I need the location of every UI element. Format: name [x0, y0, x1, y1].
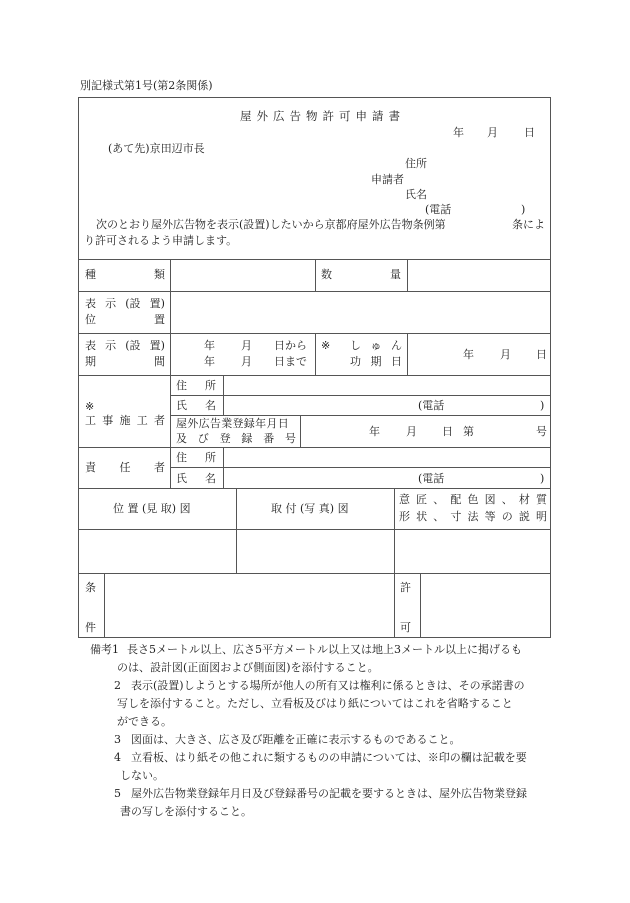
label-char: 日: [391, 355, 402, 368]
registration-label-line1: 屋外広告業登録年月日: [176, 417, 289, 430]
label-char: 及: [176, 432, 187, 445]
notes-prefix: 備考1: [90, 643, 119, 656]
label-char: 意: [399, 493, 410, 506]
grid-line: [420, 573, 421, 638]
completion-date-year: 年: [463, 348, 474, 361]
completion-date-label-line1: [350, 340, 402, 351]
conditions-label-top: 条: [85, 581, 96, 594]
header-date-day: 日: [524, 126, 535, 139]
contractor-phone-close: ): [540, 399, 545, 412]
note-4-line2: しない。: [120, 769, 164, 782]
kind-label-char: 種: [85, 268, 96, 281]
completion-date-month: 月: [500, 348, 511, 361]
label-char: 置): [149, 297, 165, 310]
applicant-label: 申請者: [371, 173, 404, 186]
manager-name-input[interactable]: [225, 469, 549, 487]
display-period-label-line1: [85, 340, 165, 351]
grid-line: [170, 259, 171, 488]
grid-line: [78, 447, 551, 448]
registration-number-suffix: 号: [536, 425, 547, 438]
grid-line: [300, 415, 301, 447]
label-char: 録: [241, 432, 253, 445]
location-map-header: 位 置 (見 取) 図: [113, 502, 191, 515]
label-char: 匠: [416, 493, 428, 506]
label-char: 明: [536, 510, 547, 523]
quantity-label-char: 数: [321, 268, 332, 281]
label-char: し: [350, 339, 361, 352]
label-char: 所: [205, 379, 216, 392]
label-char: 表: [85, 339, 96, 352]
applicant-phone-close: ): [521, 203, 526, 216]
contractor-note-mark: ※: [85, 400, 95, 413]
form-number-label: 別記様式第1号(第2条関係): [80, 79, 213, 92]
permit-area[interactable]: [422, 575, 549, 637]
note-4-line1: 立看板、はり紙その他これに類するものの申請については、※印の欄は記載を要: [131, 751, 527, 764]
label-char: ん: [391, 339, 402, 352]
design-description-header-line2: [399, 511, 547, 522]
period-from-day: 日から: [274, 339, 307, 352]
label-char: 名: [205, 472, 216, 485]
period-to-day: 日まで: [274, 355, 307, 368]
note-1-line2: のは、設計図(正面図および側面図)を添付すること。: [117, 661, 379, 674]
label-char: 者: [154, 461, 165, 474]
label-char: 氏: [176, 472, 187, 485]
completion-date-label-line2: [350, 356, 402, 367]
label-char: 質: [536, 493, 547, 506]
manager-address-input[interactable]: [225, 449, 549, 466]
design-description-area[interactable]: [396, 531, 549, 572]
note-2-line1: 表示(設置)しようとする場所が他人の所有又は権利に係るときは、その承諾書の: [131, 679, 525, 692]
completion-note-mark: ※: [321, 339, 331, 352]
label-char: 工: [85, 414, 96, 427]
header-date-month: 月: [487, 126, 498, 139]
photo-map-header: 取 付 (写 真) 図: [271, 502, 349, 515]
label-char: び: [197, 432, 209, 445]
label-char: 、: [501, 493, 513, 506]
contractor-address-input[interactable]: [225, 377, 549, 394]
applicant-name-label: 氏名: [405, 188, 427, 201]
permit-label-top: 許: [400, 581, 411, 594]
period-to-year: 年: [204, 355, 215, 368]
location-map-area[interactable]: [80, 531, 235, 572]
kind-input[interactable]: [172, 261, 314, 290]
label-char: 置): [149, 339, 165, 352]
note-1-line1: 長さ5メートル以上、広さ5平方メートル以上又は地上3メートル以上に掲げるも: [127, 643, 522, 656]
kind-label-char: 類: [154, 268, 165, 281]
label-char: 示: [105, 297, 117, 310]
label-char: 番: [263, 432, 275, 445]
label-char: 法: [467, 510, 479, 523]
label-char: 位: [85, 313, 96, 326]
label-char: 形: [399, 510, 410, 523]
label-char: 責: [85, 461, 96, 474]
label-char: 任: [119, 461, 131, 474]
label-char: の: [501, 510, 513, 523]
registration-label-line2: [176, 433, 296, 444]
label-char: 号: [284, 432, 296, 445]
label-char: 功: [350, 355, 361, 368]
applicant-address-label: 住所: [405, 157, 427, 170]
design-description-header-line1: [399, 494, 547, 505]
grid-line: [78, 291, 551, 292]
conditions-area[interactable]: [106, 575, 393, 637]
contractor-name-label: [176, 400, 216, 411]
manager-phone-close: ): [540, 472, 545, 485]
header-date-year: 年: [453, 126, 464, 139]
note-4-number: 4: [114, 751, 121, 764]
applicant-phone-open: (電話: [425, 203, 452, 216]
label-char: 寸: [450, 510, 462, 523]
contractor-phone-open: (電話: [418, 399, 445, 412]
label-char: 期: [370, 355, 382, 368]
conditions-label-bottom: 件: [85, 621, 96, 634]
registration-month: 月: [406, 425, 417, 438]
label-char: 住: [176, 451, 187, 464]
label-char: 配: [450, 493, 462, 506]
label-char: 事: [102, 414, 114, 427]
label-char: 住: [176, 379, 187, 392]
label-char: 色: [467, 493, 479, 506]
label-char: 、: [433, 510, 445, 523]
label-char: 図: [484, 493, 496, 506]
label-char: 表: [85, 297, 96, 310]
completion-date-day: 日: [536, 348, 547, 361]
manager-name-label: [176, 473, 216, 484]
label-char: 登: [219, 432, 231, 445]
label-char: 説: [518, 510, 530, 523]
label-char: 示: [105, 339, 117, 352]
display-location-input[interactable]: [172, 293, 549, 332]
note-3-line1: 図面は、大きさ、広さ及び距離を正確に表示するものであること。: [131, 733, 461, 746]
label-char: 状: [416, 510, 428, 523]
label-char: 、: [433, 493, 445, 506]
grid-line: [78, 375, 551, 376]
manager-phone-open: (電話: [418, 472, 445, 485]
display-period-label-line2: [85, 356, 165, 367]
grid-line: [236, 488, 237, 573]
display-location-label-line1: [85, 298, 165, 309]
quantity-input[interactable]: [409, 261, 549, 290]
grid-line: [170, 415, 551, 416]
label-char: (設: [125, 339, 141, 352]
grid-line: [78, 573, 551, 574]
note-2-line3: ができる。: [117, 715, 172, 728]
contractor-label: [85, 415, 165, 426]
note-2-line2: 写しを添付すること。ただし、立看板及びはり紙についてはこれを省略すること: [117, 697, 513, 710]
grid-line: [170, 467, 551, 468]
grid-line: [394, 488, 395, 638]
label-char: 置: [154, 313, 165, 326]
grid-line: [170, 395, 551, 396]
label-char: 等: [484, 510, 496, 523]
period-from-year: 年: [204, 339, 215, 352]
grid-line: [315, 333, 316, 375]
label-char: 期: [85, 355, 96, 368]
quantity-label: [321, 269, 401, 280]
kind-label: [85, 269, 165, 280]
manager-address-label: [176, 452, 216, 463]
label-char: 者: [154, 414, 165, 427]
note-5-line1: 屋外広告物業登録年月日及び登録番号の記載を要するときは、屋外広告物業登録: [131, 787, 527, 800]
note-2-number: 2: [114, 679, 121, 692]
label-char: 氏: [176, 399, 187, 412]
note-3-number: 3: [114, 733, 121, 746]
form-title: 屋外広告物許可申請書: [240, 109, 405, 123]
grid-line: [223, 447, 224, 488]
manager-label: [85, 462, 165, 473]
grid-line: [407, 333, 408, 375]
grid-line: [78, 488, 551, 489]
label-char: 工: [136, 414, 148, 427]
grid-line: [407, 259, 408, 291]
addressee: (あて先)京田辺市長: [108, 142, 205, 155]
permit-label-bottom: 可: [400, 621, 411, 634]
photo-map-area[interactable]: [238, 531, 393, 572]
statement-line2: り許可されるよう申請します。: [84, 234, 238, 247]
grid-line: [78, 529, 551, 530]
label-char: 所: [205, 451, 216, 464]
registration-year: 年: [369, 425, 380, 438]
label-char: (設: [125, 297, 141, 310]
display-location-label-line2: [85, 314, 165, 325]
contractor-name-input[interactable]: [225, 397, 549, 414]
registration-number-prefix: 第: [463, 425, 474, 438]
statement-line1: 次のとおり屋外広告物を表示(設置)したいから京都府屋外広告物条例第: [96, 218, 446, 231]
quantity-label-char: 量: [390, 268, 401, 281]
label-char: 名: [205, 399, 216, 412]
label-char: 施: [119, 414, 131, 427]
label-char: 間: [154, 355, 165, 368]
period-to-month: 月: [241, 355, 252, 368]
grid-line: [104, 573, 105, 638]
grid-line: [315, 259, 316, 291]
note-5-line2: 書の写しを添付すること。: [120, 805, 252, 818]
period-from-month: 月: [241, 339, 252, 352]
note-5-number: 5: [114, 787, 121, 800]
label-char: 材: [518, 493, 530, 506]
contractor-address-label: [176, 380, 216, 391]
statement-article-suffix: 条によ: [512, 218, 545, 231]
label-char: ゅ: [370, 339, 382, 352]
grid-line: [223, 375, 224, 415]
registration-day: 日: [442, 425, 453, 438]
